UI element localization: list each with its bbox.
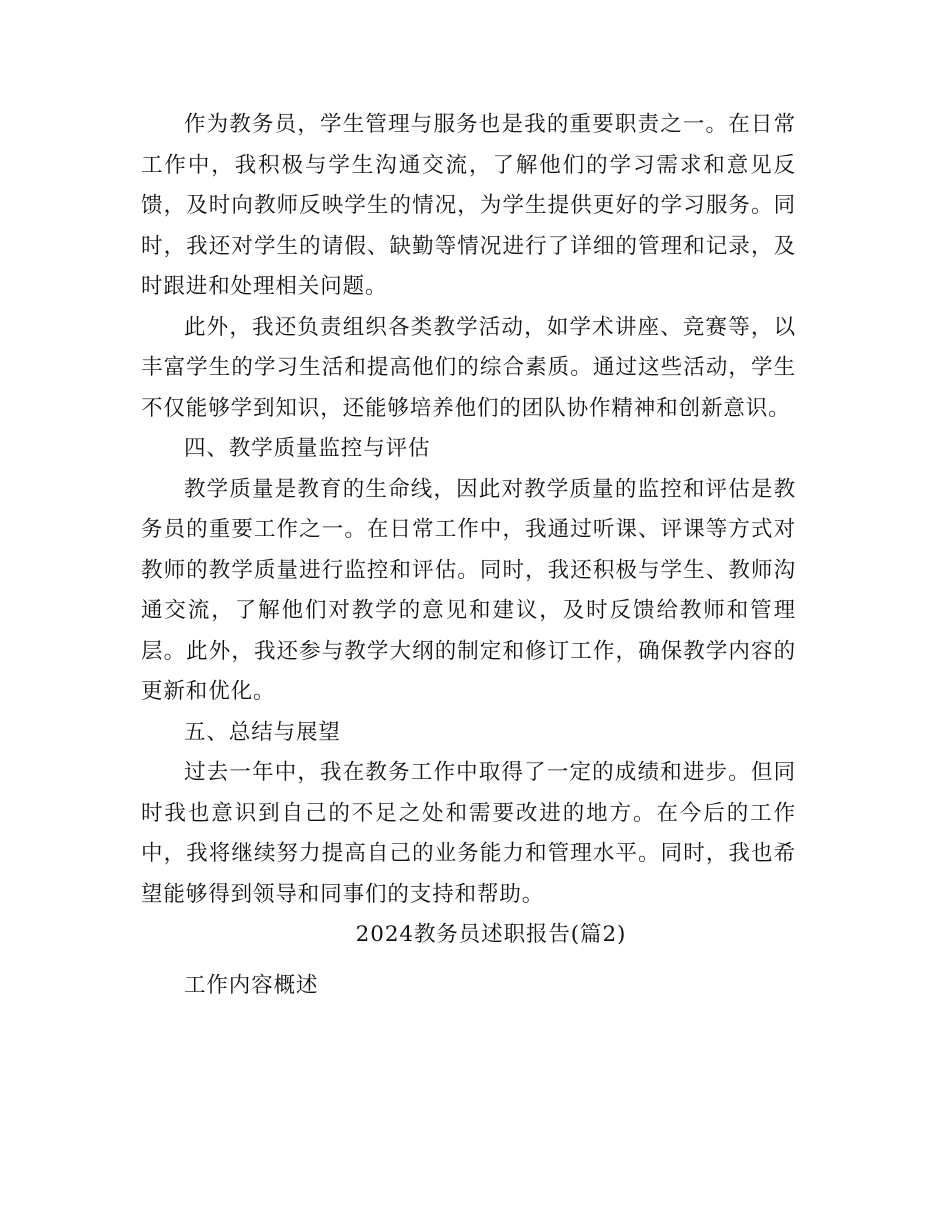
heading-summary-outlook: 五、总结与展望 <box>184 719 341 745</box>
document-page <box>141 105 796 1006</box>
paragraph-summary-outlook: 过去一年中，我在教务工作中取得了一定的成绩和进步。但同时我也意识到自己的不足之处和需要改进的地方。在今后的工作中，我将继续努力提高自己的业务能力和管理水平。同时，我也希望能够得到领导和同事们的支持和帮助。 <box>141 760 796 907</box>
sub-heading-work-overview: 工作内容概述 <box>184 972 319 998</box>
paragraph-quality-monitoring: 教学质量是教育的生命线，因此对教学质量的监控和评估是教务员的重要工作之一。在日常工作中，我通过听课、评课等方式对教师的教学质量进行监控和评估。同时，我还积极与学生、教师沟通交流，了解他们对教学的意见和建议，及时反馈给教师和管理层。此外，我还参与教学大纲的制定和修订工作，确保教学内容的更新和优化。 <box>141 476 796 704</box>
heading-quality-monitoring: 四、教学质量监控与评估 <box>184 436 431 461</box>
paragraph-teaching-activities: 此外，我还负责组织各类教学活动，如学术讲座、竞赛等，以丰富学生的学习生活和提高他们的综合素质。通过这些活动，学生不仅能够学到知识，还能够培养他们的团队协作精神和创新意识。 <box>141 314 796 421</box>
paragraph-student-management: 作为教务员，学生管理与服务也是我的重要职责之一。在日常工作中，我积极与学生沟通交流，了解他们的学习需求和意见反馈，及时向教师反映学生的情况，为学生提供更好的学习服务。同时，我还对学生的请假、缺勤等情况进行了详细的管理和记录，及时跟进和处理相关问题。 <box>141 112 796 299</box>
section-title: 2024教务员述职报告(篇2) <box>355 922 627 947</box>
